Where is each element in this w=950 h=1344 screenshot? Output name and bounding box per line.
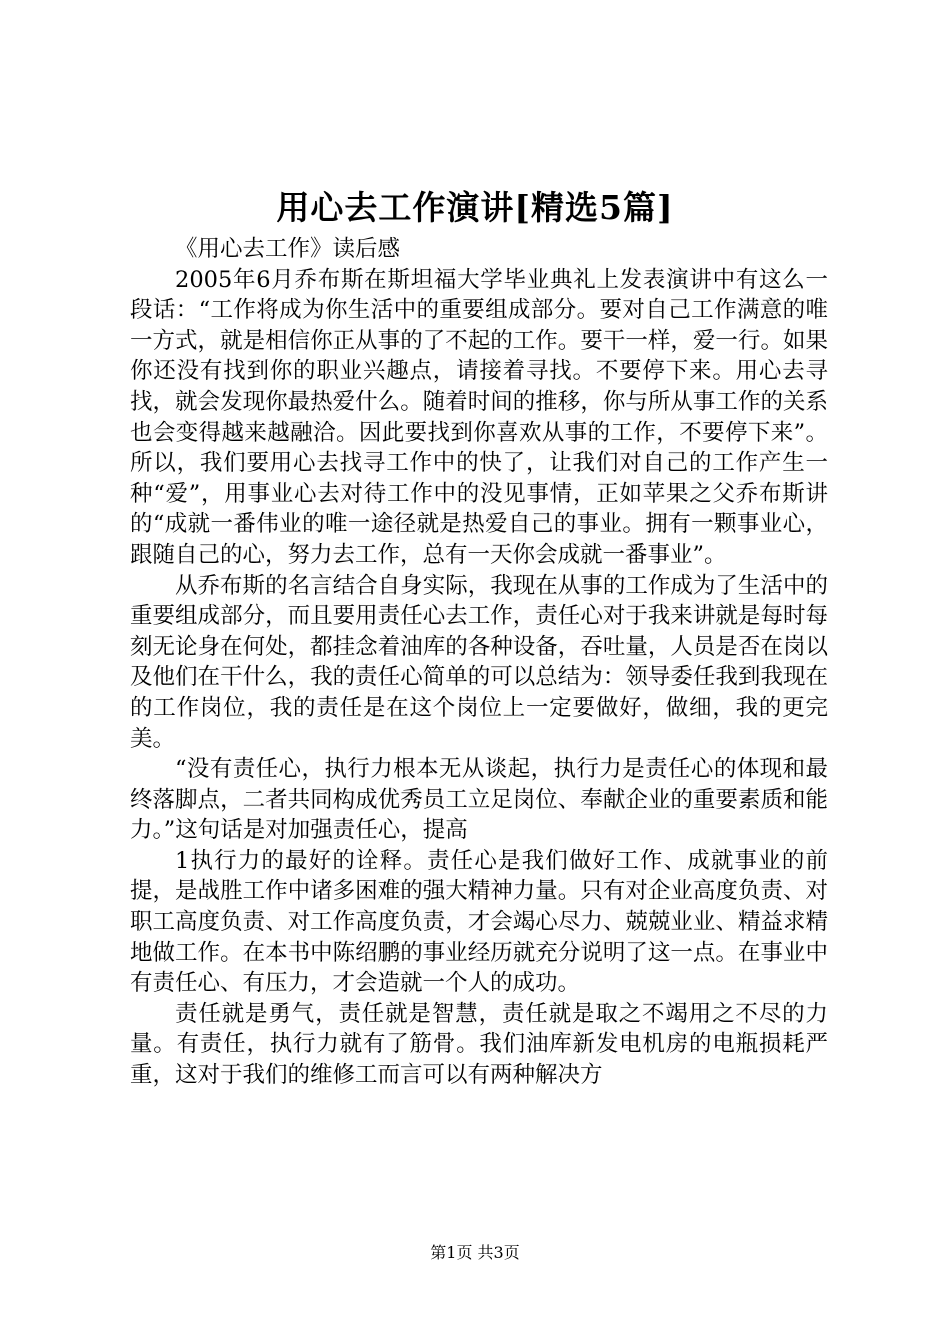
paragraph-4: 1执行力的最好的诠释。责任心是我们做好工作、成就事业的前提，是战胜工作中诸多困难的强大精神力量。只有对企业高度负责、对职工高度负责、对工作高度负责，才会竭心尽力、兢兢业业、精益求精地做工作。在本书中陈绍鹏的事业经历就充分说明了这一点。在事业中有责任心、有压力，才会造就一个人的成功。: [130, 847, 828, 997]
paragraph-2: 从乔布斯的名言结合自身实际，我现在从事的工作成为了生活中的重要组成部分，而且要用责任心去工作，责任心对于我来讲就是每时每刻无论身在何处，都挂念着油库的各种设备，吞吐量，人员是否在岗以及他们在干什么，我的责任心简单的可以总结为：领导委任我到我现在的工作岗位，我的责任是在这个岗位上一定要做好，做细，我的更完美。: [130, 572, 828, 752]
paragraph-3: “没有责任心，执行力根本无从谈起，执行力是责任心的体现和最终落脚点，二者共同构成优秀员工立足岗位、奉献企业的重要素质和能力。”这句话是对加强责任心，提高: [130, 756, 828, 844]
page-footer: 第1页 共3页: [430, 1243, 520, 1262]
document-subtitle: 《用心去工作》读后感: [175, 236, 401, 262]
document-body: [130, 234, 828, 1091]
document-title: 用心去工作演讲[精选5篇]: [276, 188, 674, 227]
paragraph-1: 2005年6月乔布斯在斯坦福大学毕业典礼上发表演讲中有这么一段话：“工作将成为你生活中的重要组成部分。要对自己工作满意的唯一方式，就是相信你正从事的了不起的工作。要干一样，爱一行。如果你还没有找到你的职业兴趣点，请接着寻找。不要停下来。用心去寻找，就会发现你最热爱什么。随着时间的推移，你与所从事工作的关系也会变得越来越融洽。因此要找到你喜欢从事的工作，不要停下来”。所以，我们要用心去找寻工作中的快了，让我们对自己的工作产生一种“爱”，用事业心去对待工作中的没见事情，正如苹果之父乔布斯讲的“成就一番伟业的唯一途径就是热爱自己的事业。拥有一颗事业心，跟随自己的心，努力去工作，总有一天你会成就一番事业”。: [130, 266, 828, 568]
paragraph-5: 责任就是勇气，责任就是智慧，责任就是取之不竭用之不尽的力量。有责任，执行力就有了筋骨。我们油库新发电机房的电瓶损耗严重，这对于我们的维修工而言可以有两种解决方: [130, 1000, 828, 1089]
